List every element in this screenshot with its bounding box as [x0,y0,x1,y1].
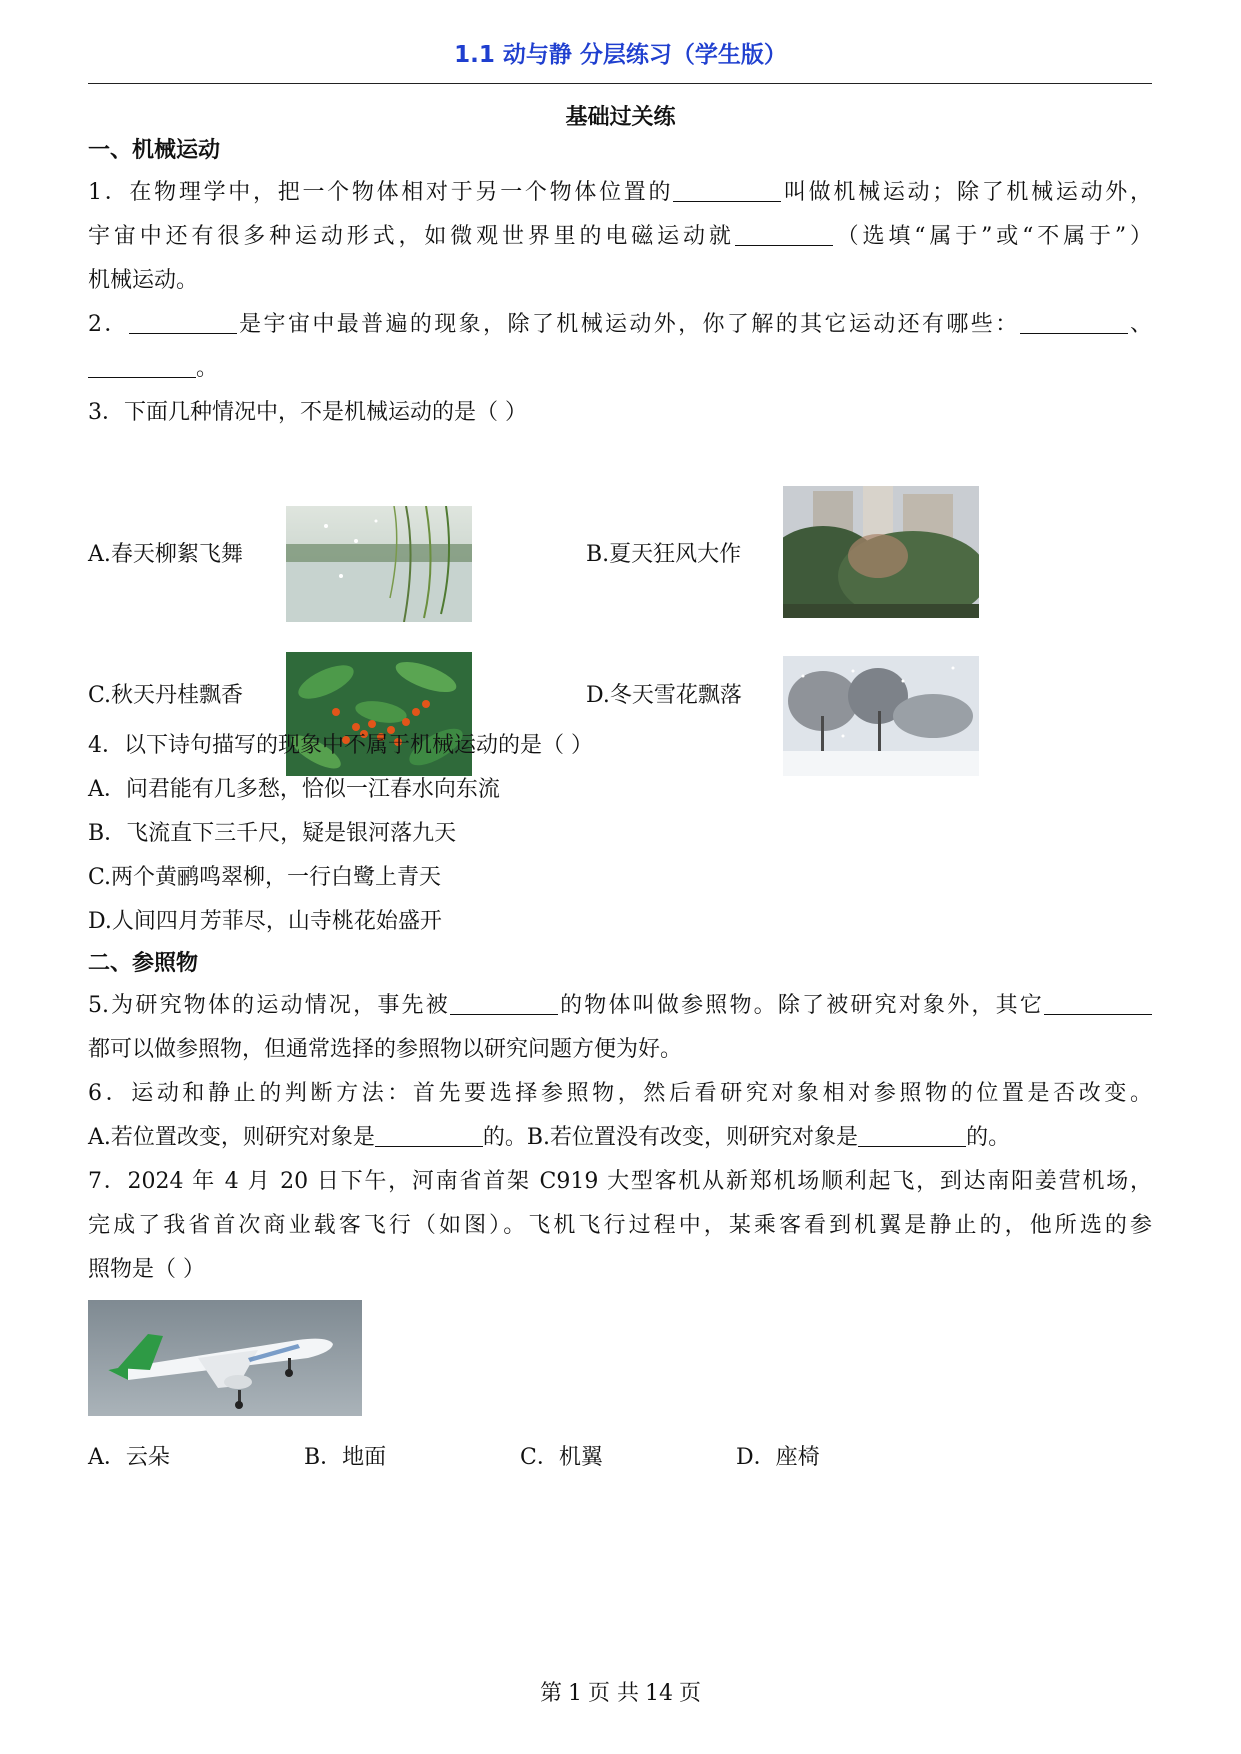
q1-line3: 机械运动。 [88,268,199,293]
q3-option-b[interactable]: B.夏天狂风大作 [586,542,742,567]
q4-option-a[interactable]: A．问君能有几多愁，恰似一江春水向东流 [88,777,500,802]
answer-blank[interactable] [88,357,196,378]
answer-blank[interactable] [129,313,237,334]
q3-stem: 3．下面几种情况中，不是机械运动的是（ ） [88,400,527,425]
q7-line1: 7．2024 年 4 月 20 日下午，河南省首架 C919 大型客机从新郑机场顺利起飞，到达南阳姜营机场， [88,1169,1152,1194]
q1-line1: 1．在物理学中，把一个物体相对于另一个物体位置的 叫做机械运动；除了机械运动外， [88,180,1152,205]
q3-option-a[interactable]: A.春天柳絮飞舞 [88,542,243,567]
q5-line1: 5.为研究物体的运动情况，事先被 的物体叫做参照物。除了被研究对象外，其它 [88,988,1152,1019]
answer-blank[interactable] [735,225,833,246]
q4-option-d[interactable]: D.人间四月芳菲尽，山寺桃花始盛开 [88,909,442,934]
header-divider [88,83,1152,84]
q3-option-d[interactable]: D.冬天雪花飘落 [586,683,742,708]
page-total: 14 [645,1681,673,1706]
answer-blank[interactable] [858,1126,966,1147]
c919-airplane-photo [88,1300,362,1416]
q7-option-d[interactable]: D．座椅 [736,1445,820,1470]
q4-option-c[interactable]: C.两个黄鹂鸣翠柳，一行白鹭上青天 [88,865,442,890]
section-heading-mechanical-motion: 一、机械运动 [88,138,221,163]
page-number: 1 [568,1681,582,1706]
page-title: 1.1 动与静 分层练习（学生版） [454,42,787,68]
q7-line2: 完成了我省首次商业载客飞行（如图）。飞机飞行过程中，某乘客看到机翼是静止的，他所选的参 [88,1213,1152,1238]
snow-trees-photo [783,656,979,776]
q2-line1: 2． 是宇宙中最普遍的现象，除了机械运动外，你了解的其它运动还有哪些： 、 [88,312,1152,337]
answer-blank[interactable] [1044,994,1152,1015]
q6-line1: 6．运动和静止的判断方法：首先要选择参照物，然后看研究对象相对参照物的位置是否改变。 [88,1081,1152,1106]
q5-line2: 都可以做参照物，但通常选择的参照物以研究问题方便为好。 [88,1037,683,1062]
q4-stem: 4．以下诗句描写的现象中不属于机械运动的是（ ） [88,733,593,758]
q7-line3: 照物是（ ） [88,1257,205,1282]
q3-option-c[interactable]: C.秋天丹桂飘香 [88,683,244,708]
q4-option-b[interactable]: B．飞流直下三千尺，疑是银河落九天 [88,821,457,846]
willow-river-photo [286,506,472,622]
q7-option-b[interactable]: B．地面 [304,1445,387,1470]
answer-blank[interactable] [1020,313,1128,334]
answer-blank[interactable] [375,1126,483,1147]
q2-line2: 。 [88,351,218,382]
answer-blank[interactable] [673,181,781,202]
page-footer: 第 1 页 共 14 页 [539,1681,702,1706]
windy-trees-photo [783,486,979,618]
q7-option-c[interactable]: C．机翼 [520,1445,603,1470]
section-subtitle: 基础过关练 [565,105,676,130]
q6-line2: A.若位置改变，则研究对象是 的。B.若位置没有改变，则研究对象是 的。 [88,1125,1011,1150]
q7-option-a[interactable]: A．云朵 [88,1445,170,1470]
section-heading-reference-object: 二、参照物 [88,951,199,976]
answer-blank[interactable] [450,994,558,1015]
q1-line2: 宇宙中还有很多种运动形式，如微观世界里的电磁运动就 （选填“属于”或“不属于”） [88,224,1152,249]
